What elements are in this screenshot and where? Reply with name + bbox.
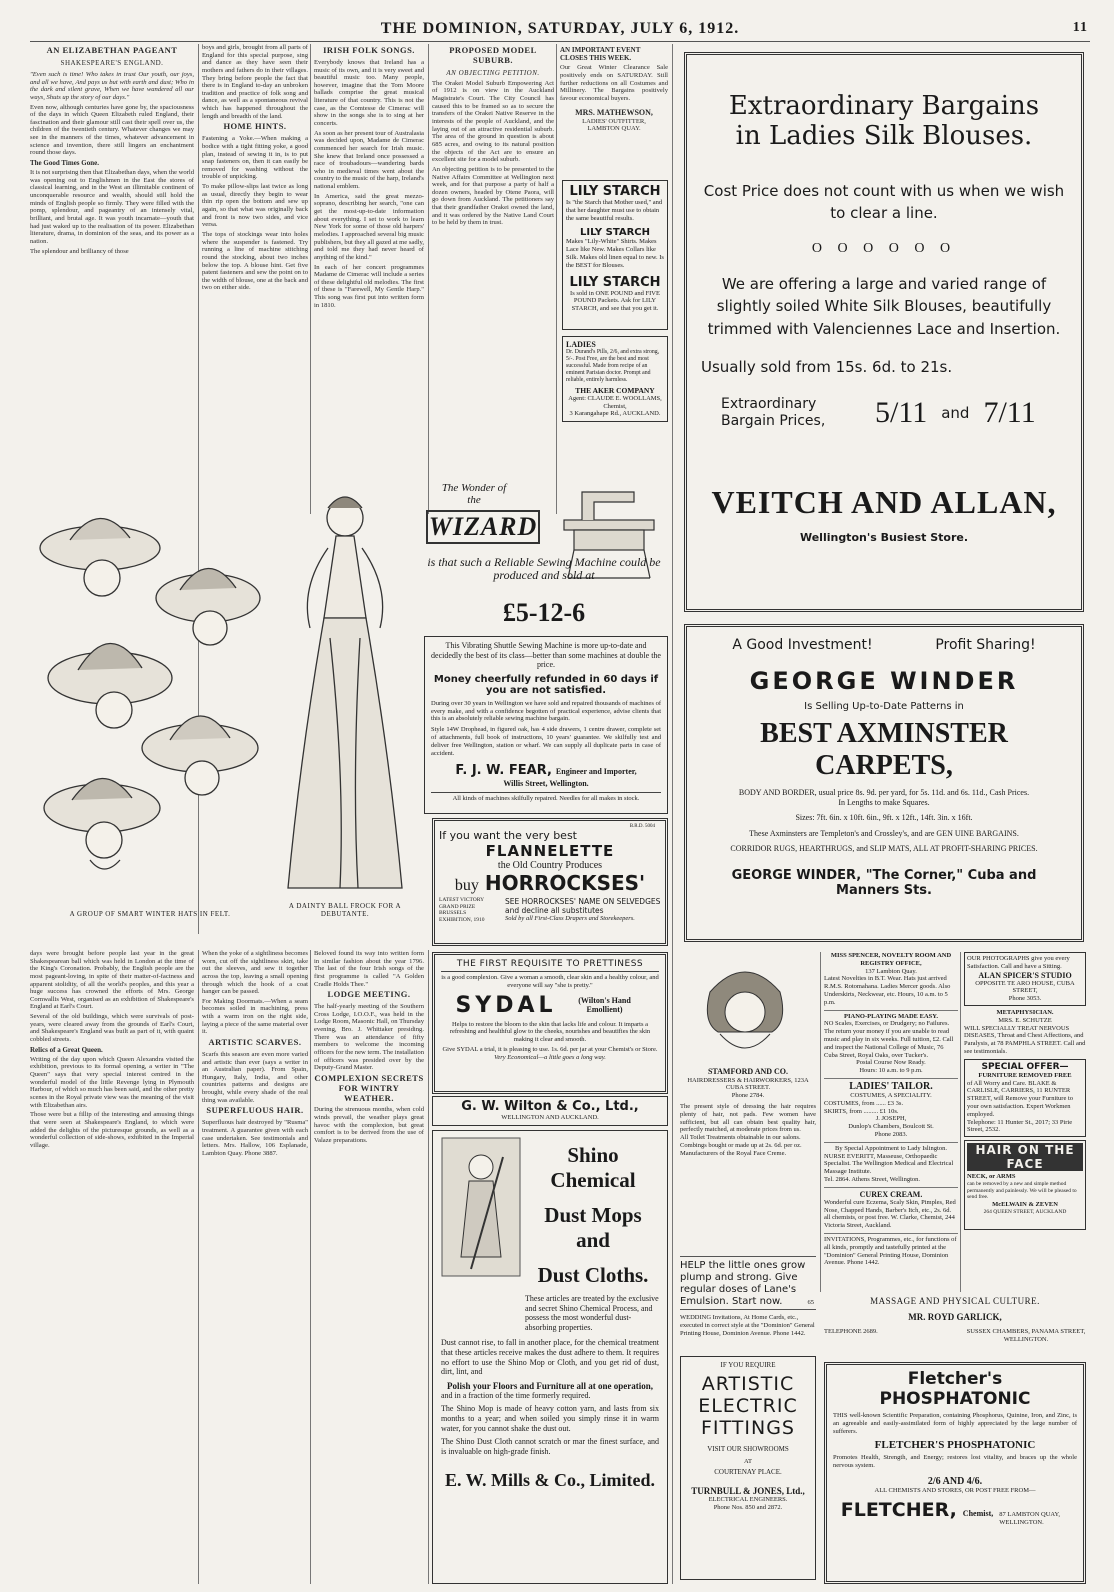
ad-heading: SPECIAL OFFER— [981,1061,1069,1072]
article-paragraph: "Even such is time! Who takes in trust Our youth, our joys, and all we have, And pays us but with earth and dust; Who in the dark and silent grave, When we have wandered all our ways, Shuts up the story of our days." [30,70,194,101]
ad-sizes: Sizes: 7ft. 6in. x 10ft. 6in., 9ft. x 12ft., 14ft. 3in. x 16ft. [795,813,973,823]
article-paragraph: The splendour and brilliancy of those [30,247,129,255]
ad-line: COSTUMES, from ...... £3 3s. [824,1099,904,1107]
ad-headline: Fletcher's PHOSPHATONIC [879,1369,1031,1409]
ad-phone: Phone Nos. 850 and 2872. [713,1503,783,1511]
ad-body: Wonderful cure Eczema, Scaly Skin, Pimples, Red Nose, Chapped Hands, Barber's Itch, etc., 2s. 6d. all chemists, or post free. W. Clarke, Chemist, 244 Victoria Street, Auckland. [824,1198,956,1230]
article-paragraph: Everybody knows that Ireland has a music of its own, and it is very sweet and beautiful music too. Many people, however, imagine that the Tom Moore ballads comprise the great musical literature of that country. This is not the case, as the Comtesse de Cimerac will show in the songs she is to sing at her concerts. [314,58,424,127]
ad-lily-starch [562,180,668,330]
ad-shino-dust-mops [432,1130,668,1584]
ad-phone: Phone 3053. [1008,995,1042,1003]
masthead [30,14,1090,42]
ad-body: We are offering a large and varied range of slightly soiled White Silk Blouses, beautifully trimmed with Valenciennes Lace and Insertion. [707,274,1061,338]
ad-george-winder [684,624,1084,942]
ad-brand: SYDAL [455,992,557,1018]
ad-sydal-footer [432,1096,668,1126]
ad-phone: Telephone: 11 Hunter St., 2017; 33 Pirie Street, 2532. [967,1118,1073,1134]
ad-fraction: and in a fraction of the time formerly required. [441,1390,591,1400]
ad-turnbull-jones [680,1356,816,1580]
ad-lead: Cost Price does not count with us when we wish to clear a line. [703,182,1065,222]
page-number: 11 [1072,20,1088,35]
ad-aker-company [562,336,668,422]
ad-chemists: ALL CHEMISTS AND STORES, OR POST FREE FROM— [874,1486,1036,1494]
ad-headline: in Ladies Silk Blouses. [735,121,1033,151]
illustration-caption: A DAINTY BALL FROCK FOR A DEBUTANTE. [288,902,402,918]
ad-heading: LILY STARCH [569,184,661,199]
ad-tagline: Wellington's Busiest Store. [799,531,969,544]
article-title: IRISH FOLK SONGS. [323,45,415,55]
ad-offer: Give SYDAL a trial, it is pleasing to use. 1s. 6d. per jar at your Chemist's or Store. [442,1045,658,1053]
article-paragraph: In each of her concert programmes Madame de Cimerac will include a series of these delightful old melodies. The first of these is "Farewell, My Gentle Harp." This song was first put into written form in 1810. [314,263,424,309]
ad-cloth: The Shino Dust Cloth cannot scratch or mar the finest surface, and is invaluable on high-grade finish. [441,1437,659,1456]
article-title: ARTISTIC SCARVES. [208,1037,302,1048]
hats-drawing [30,478,266,898]
ad-promo: Promotes Health, Strength, and Energy; restores lost vitality, and braces up the whole nervous system. [833,1454,1077,1470]
ad-address: WELLINGTON AND AUCKLAND. [501,1114,599,1121]
ad-heading: LADIES' TAILOR. [849,1080,933,1092]
ad-heading: LADIES [566,340,596,349]
ad-lead: If you want the very best [439,829,577,842]
ad-horrockses [432,818,668,946]
ad-slogan: A Good Investment! [732,637,873,653]
ad-style: Style 14W Drophead, in figured oak, has 4 side drawers, 1 centre drawer, complete set of attachments, full book of instructions, 10 years' guarantee. We skilfully test and deliver free Wellington, station or wharf. We can supply all duplicate parts in case of accident. [431,726,661,757]
ad-firm: J. JOSEPH, [875,1115,907,1123]
article-paragraph: For Making Doormats.—When a seam becomes soiled in machining, press with a warm iron on the right side, laying a piece of the same material over it. [202,997,308,1036]
ad-firm: MRS. MATHEWSON, [575,108,653,118]
ad-body: Our Great Winter Clearance Sale positively ends on SATURDAY. Still further reductions on all Costumes and Millinery. The Bargains positively favour economical buyers. [560,64,668,102]
ad-firm: MRS. E. SCHUTZE [998,1016,1052,1024]
article-model-suburb [432,44,554,474]
illustration-caption: A GROUP OF SMART WINTER HATS IN FELT. [69,910,231,918]
article-paragraph: When the yoke of a sightliness becomes worn, cut off the sightliness skirt, take out the sleeves, and sew it together across the top, leaving a small opening through which the hook of a coat hanger can be passed. [202,950,308,996]
ad-title: Dust Mops and [544,1203,642,1252]
article-paragraph: As soon as her present tour of Australasia was decided upon, Madame de Cimerac commenced her search for Irish music. She knew that Ireland once possessed a race of troubadours—wandering bards who in medieval times went about the country to the music of the harp, Ireland's national emblem. [314,129,424,191]
article-paragraph: Scarfs this season are even more varied and artistic than ever (says a writer in an Australian paper). From Spain, Hungary, Italy, India, and other countries patterns and designs are brought, while every shade of the real thing was available. [202,1050,308,1104]
article-paragraph: An objecting petition is to be presented to the Native Affairs Committee at Wellington next week, and for that purpose a party of half a dozen owners, headed by Otene Paora, will go down from Auckland. The petitioners say that their grandfather Orakei owned the land, and it was ordered by the Native Land Court to be held by them in trust. [432,165,554,227]
ad-body: Dr. Durand's Pills, 2/6, and extra strong, 5/-. Post Free, are the best and most successful. Made from recipe of an eminent Parisian doctor. Prompt and reliable, entirely harmless. [566,349,660,383]
article-paragraph: Writing of the day upon which Queen Alexandra visited the exhibition, previous to its formal opening, a writer in "The Queen" says that very special interest centred in the wonderful model of the little Revenge lying in Plymouth Harbour, of which so much has been said, and the other pretty scenes in the Royal private view was the meaning of the visit with Elizabethan airs. [30,1055,194,1109]
ad-address: 137 Lambton Quay. [865,967,917,975]
ad-rugs: CORRIDOR RUGS, HEARTHRUGS, and SLIP MATS, ALL AT PROFIT-SHARING PRICES. [730,844,1038,854]
ad-footer: GEORGE WINDER, "The Corner," Cuba and Manners Sts. [731,867,1037,898]
ad-brand: HORROCKSES' [484,871,646,895]
ad-headline: FITTINGS [700,1417,795,1440]
article-paragraph: The half-yearly meeting of the Southern Cross Lodge, I.O.O.F., was held in the Lodge Room, Masonic Hall, on Thursday evening, Bro. J. Whittaker presiding. There was an attendance of fifty members to welcome the incoming officers for the new term. The installation of officers was presided over by the Deputy-Grand Master. [314,1003,424,1072]
article-paragraph: In America, said the great mezzo-soprano, describing her search, "one can get the most-up-to-date information about everything. I set to work to learn New York for some of those old harpers' melodies. I approached several big music publishers, but they all gazed at me sadly, and told me they had never heard of anything of the kind." [314,192,424,261]
ad-intro: This Vibrating Shuttle Sewing Machine is more up-to-date and decidedly the best of its class—better than some machines at double the price. [431,641,661,670]
ad-prices-label: Extraordinary Bargain Prices, [721,396,826,429]
ad-body: INVITATIONS, Programmes, etc., for functions of all kinds, promptly and tastefully printed at the "Dominion" General Printing House, Dominion Avenue. Phone 1442. [824,1235,957,1267]
ad-phone: TELEPHONE 2689. [824,1328,878,1335]
ad-sub: NECK, or ARMS [967,1173,1016,1181]
ad-at: AT [744,1457,752,1465]
ad-see: SEE HORROCKSES' NAME ON SELVEDGES and decline all substitutes [505,897,661,915]
column-rule [198,950,199,1584]
article-paragraph: Superfluous hair destroyed by "Rusma" treatment. A guarantee given with each case undertaken. See testimonials and letters. Mrs. Hallow, 106 Esplanade, Lambton Quay. Phone 3887. [202,1119,308,1157]
ad-line: LADIES' OUTFITTER, [582,117,646,125]
ad-name: FLETCHER'S PHOSPHATONIC [874,1439,1036,1452]
ad-sold: Sold by all First-Class Drapers and Storekeepers. [505,915,635,922]
column-rule [672,44,673,1584]
ad-line: Manufacturers of the Royal Face Creme. [680,1149,787,1157]
ad-sub: the Old Country Produces [497,860,603,871]
ad-body: Latest Novelties in B.T. Wear. Hats just arrived R.M.S. Rotomahana. Ladies Mercer goods. Also Underskirts, Neckwear, etc. Hours, 10 a.m. to 5 p.m. [824,975,951,1006]
article-title: HOME HINTS. [223,121,287,132]
ad-lanes-emulsion [680,1256,816,1310]
ad-firm: STAMFORD AND CO. [707,1067,789,1076]
ad-price-1: 5/11 [875,396,928,429]
article-folk-and-home-hints [202,44,308,474]
ad-body: HELP the little ones grow plump and strong. Give regular doses of Lane's Emulsion. Start now. [680,1260,806,1307]
article-paragraph: Fastening a Yoke.—When making a bodice with a tight fitting yoke, a good plan, instead of sewing it in, is to put snap fasteners on, then it can easily be removed for washing without the trouble of unpicking. [202,135,308,181]
ad-line: Hours: 10 a.m. to 9 p.m. [859,1067,923,1075]
ad-body: NO Scales, Exercises, or Drudgery; no Failures. The return your money if you are unable to read music and play in six weeks. Full tuition, £2. Call and inspect the National College of Music, 76 Cuba Street, Royal Oaks, over Tucker's. [824,1020,954,1059]
ad-econ: Very Economical—a little goes a long way. [494,1053,606,1061]
ad-number: 65 [807,1299,814,1307]
article-paragraph: During the strenuous months, when cold winds prevail, the weather plays great havoc with the complexion, but great comfort is to be derived from the use of Valaze preparations. [314,1106,424,1144]
ad-heading: LILY STARCH [569,274,661,290]
ad-massage [824,1296,1086,1358]
ad-heading: THE FIRST REQUISITE TO PRETTINESS [441,959,659,972]
article-subheading: Relics of a Great Queen. [30,1045,103,1054]
ad-address: SUSSEX CHAMBERS, PANAMA STREET, WELLINGTON. [966,1328,1086,1343]
ad-body: WILL SPECIALLY TREAT NERVOUS DISEASES, Throat and Chest Affections, and Paralysis, at 78 PAMPHLA STREET. Call and see testimonials. [964,1024,1086,1055]
ad-firm: THE AKER COMPANY [575,385,655,395]
ad-code: B.R.D. 5004 [629,824,655,829]
article-subtitle: SHAKESPEARE'S ENGLAND. [60,58,164,67]
ad-lead: IF YOU REQUIRE [720,1361,776,1369]
ad-address: 87 LAMBTON QUAY, WELLINGTON. [999,1510,1060,1526]
column-rule [428,950,429,1584]
ad-detail: During over 30 years in Wellington we have sold and repaired thousands of machines of every make, and with a confidence begotten of practical experience, advise clients that this is an absolutely reliable sewing machine bargain. [431,699,661,723]
column-rule [820,952,821,1292]
ad-heading: CUREX CREAM. [859,1189,923,1199]
ad-line: Postal Course Now Ready. [856,1059,926,1067]
ad-sub: ELECTRICAL ENGINEERS. [708,1495,788,1503]
ad-lead: OUR PHOTOGRAPHS give you every Satisfaction. Call and have a Sitting. [967,955,1070,970]
ad-firm: GEORGE WINDER [749,667,1019,695]
ad-firm: TURNBULL & JONES, Ltd., [691,1485,805,1496]
ad-firm: E. W. Mills & Co., Limited. [444,1470,655,1491]
ad-line: Combings bought or made up at 2s. 6d. per oz. [680,1141,802,1149]
ad-brand: WIZARD [426,510,540,544]
ad-product: FLANNELETTE [485,842,615,860]
article-title: PROPOSED MODEL SUBURB. [449,45,537,65]
ad-fletcher-phosphatonic [824,1362,1086,1584]
ad-heading: MASSAGE AND PHYSICAL CULTURE. [870,1296,1040,1306]
ad-slogan: Profit Sharing! [935,637,1036,653]
ad-wedding-invitations [680,1314,816,1350]
ad-heading: MISS SPENCER, NOVELTY ROOM AND REGISTRY OFFICE, [830,952,952,967]
ad-and: and [941,404,970,422]
article-paragraph: The Orakei Model Suburb Empowering Act of 1912 is on view in the Auckland Magistrate's Court. The City Council has caused this to be framed so as to secure the transfers of the Orakei Native Reserve in the interests of the people of Auckland, and the laying out of an attractive residential suburb. The area of the ground in question is about 685 acres, and owing to its natural position the objects of the Act are to ensure an excellent site for a model suburb. [432,79,554,164]
ad-price: BODY AND BORDER, usual price 8s. 9d. per yard, for 5s. 11d. and 6s. 11d., Cash Prices. [738,788,1030,797]
article-paragraph: Beloved found its way into written form in similar fashion about the year 1796. The last of the four Irish songs of the first programme is called "A Golden Cradle Holds Thee." [314,950,424,988]
ad-visit: VISIT OUR SHOWROOMS [707,1445,789,1454]
ad-intro: These articles are treated by the exclusive and secret Shino Chemical Process, and possess the most wonderful dust-absorbing properties. [525,1294,659,1332]
article-paragraph: Several of the old buildings, which were survivals of post-years, were cleared away from the grounds of Earl's Court, and Shakespeare's England was built as part of it, with quaint cobbled streets. [30,1013,194,1044]
ad-address: Dunlop's Chambers, Boulcott St. [848,1123,934,1131]
ad-phone: Phone 2784. [731,1092,765,1100]
ad-body: can be removed by a new and simple method permanently and painlessly. We will be pleased to send free. [967,1180,1077,1201]
column-rule [556,44,557,514]
ad-body: Is "the Starch that Mother used," and that her daughter must use to obtain the same beautiful results. [566,199,663,222]
hair-portrait [680,952,810,1062]
ad-paren: (Wilton's Hand Emollient) [578,995,631,1015]
ad-address: 264 QUEEN STREET, AUCKLAND [983,1208,1067,1215]
column-rule [960,952,961,1292]
ad-body: is that such a Reliable Sewing Machine could be produced and sold at [427,555,661,583]
ad-heading: HAIR ON THE FACE [967,1143,1083,1171]
article-title: AN ELIZABETHAN PAGEANT [46,45,178,55]
ad-body: Is sold in ONE POUND and FIVE POUND Packets. Ask for LILY STARCH, and see that you get it. [570,289,660,313]
ad-body: THIS well-known Scientific Preparation, containing Phosphorus, Quinine, Iron, and Zinc, is an agreeable and easily-assimilated form of highly appreciated by the large number of sufferers. [833,1412,1077,1435]
article-title: LODGE MEETING. [327,989,411,1000]
ad-role: Chemist, [962,1508,994,1518]
ad-address: OPPOSITE TE ARO HOUSE, CUBA STREET, [975,979,1075,995]
ad-firm: F. J. W. FEAR, [455,763,552,779]
ad-buy: buy [454,877,479,894]
ad-note: These Axminsters are Templeton's and Crossley's, and are GEN UINE BARGAINS. [749,828,1019,838]
ad-heading: LILY STARCH [579,227,651,239]
article-paragraph: Those were but a fillip of the interesting and amusing things that were seen at Shakespeare's England, to which were added the delights of the picturesque grounds, as well as a wonderful collection of side-shows, exhibited in the Imperial village. [30,1111,194,1149]
illustration-ball-frock [270,478,420,918]
ad-polish: Polish your Floors and Furniture all at one operation, [447,1380,653,1391]
ad-silk-blouses [684,52,1084,612]
ad-phone: Phone 2083. [874,1130,908,1138]
ad-price: £5-12-6 [502,598,586,627]
ad-line: All Toilet Treatments obtainable in our salons. [680,1134,801,1142]
article-irish-folk-songs [314,44,424,444]
ad-firm: VEITCH AND ALLAN, [711,484,1057,520]
ad-address: Willis Street, Wellington. [503,779,589,789]
ad-body: Helps to restore the bloom to the skin that lacks life and colour. It imparts a refreshing and healthful glow to the cheeks, nourishes and beautifies the skin making it clear and smooth. [449,1020,651,1044]
article-title: SUPERFLUOUS HAIR. [206,1105,304,1116]
ad-firm: MR. ROYD GARLICK, [908,1312,1002,1322]
ad-sub: Is Selling Up-to-Date Patterns in [804,701,964,712]
ad-body: Dust cannot rise, to fall in another place, for the chemical treatment that these articles receive makes the dust adhere to them. It requires no effort to use the Shino Mop or Cloth, and you get rid of dust, dirt, lint, and [441,1338,659,1377]
article-paragraph: It is not surprising then that Elizabethan days, when the world was opening out to Englishmen in the East the stores of classical learning, and in the West an illimitable continent of unconquerable resource and wealth, should still hold the minds of English people so firmly. They were filled with the pomp, splendour, and pageantry of an intensely vital, brilliant, and brutal age. It was youth incarnate—youth that had just waked up to the realisation of its power. Elizabethan literature, drama, in dominion of the seas, and its power as a nation. [30,169,194,245]
ad-headline: Extraordinary Bargains [728,91,1040,121]
column-rule [428,44,429,514]
ad-lengths: In Lengths to make Squares. [838,797,930,807]
article-paragraph: Even now, although centuries have gone by, the spaciousness of the days in which Queen Elizabeth ruled England, their fascination and their glamour still cast their spell over us, the children of the twentieth century. Whatever changes we may see in the manners of the times, whatever advancement in science and invention, there still lingers an enchantment round those days. [30,103,194,157]
ad-line: Agent: CLAUDE E. WOOLLAMS, Chemist, [568,394,662,410]
ad-heading: PIANO-PLAYING MADE EASY. [844,1012,938,1020]
ad-headline: ARTISTIC [701,1373,795,1396]
ad-price: 2/6 AND 4/6. [927,1475,983,1487]
illustration-winter-hats [30,478,266,918]
ad-line: SKIRTS, from ......... £1 10s. [824,1107,899,1115]
ad-sub: COSTUMES, A SPECIALITY. [850,1091,932,1099]
ad-address: LAMBTON QUAY. [587,125,641,133]
ad-headline: ELECTRIC [698,1395,798,1418]
ad-title: Dust Cloths. [537,1263,649,1287]
ad-footer: All kinds of machines skilfully repaired. Needles for all makes in stock. [431,792,661,803]
article-elizabethan-pageant [30,44,194,464]
article-lodge-complexion [314,950,424,1584]
ad-wizard-header [424,476,668,636]
ad-important-event [560,44,668,180]
ad-firm: FLETCHER, [840,1498,957,1521]
ad-separator: O O O O O O [811,240,957,256]
frock-drawing [270,478,420,898]
ad-stamford [680,952,816,1252]
article-paragraph: boys and girls, brought from all parts of England for this special purpose, sing and dance as they have seen their mothers and fathers do in their villages. They bring before people the fact that there is in England to-day an unbroken tradition and practice of folk song and dance, as well as a spontaneous revival which has happened throughout the length and breadth of the land. [202,44,308,120]
mop-illustration [441,1137,521,1277]
article-subtitle: AN OBJECTING PETITION. [446,68,540,77]
ad-body: Makes "Lily-White" Shirts. Makes Lace like New. Makes Collars like Silk. Makes old linen equal to new. Is the BEST for Blouses. [566,238,664,269]
ad-body: NURSE EVERITT, Masseuse, Orthopaedic Specialist. The Wellington Medical and Electrical Massage Institute. [824,1152,954,1176]
article-paragraph: days were brought before people last year in the great Shakespearean ball which was held in London at the time of the King's Coronation. Probably, the English people are the most pageant-loving, in spite of their matter-of-factness and apparent stolidity, of all the world's peoples, and this year a huge success has crowned the efforts of Mrs. George Cornwallis West, organised as an exhibition of Shakespeare's England at Earl's Court. [30,950,194,1011]
article-subheading: The Good Times Gone. [30,159,99,168]
ad-firm: ALAN SPICER'S STUDIO [978,970,1072,980]
ad-lead: is a good complexion. Give a woman a smooth, clear skin and a healthy colour, and everyone will say "she is pretty." [441,974,659,989]
ad-usual-price: Usually sold from 15s. 6d. to 21s. [701,358,953,376]
ad-heading: AN IMPORTANT EVENT CLOSES THIS WEEK. [560,46,641,63]
ad-line: HAIRDRESSERS & HAIRWORKERS, 123A CUBA STREET. [687,1076,809,1092]
small-ads-right [964,952,1086,1292]
article-paragraph: To make pillow-slips last twice as long as usual, directly they begin to wear thin rip open the bottom and sew up again, so that what was originally back and front is now two sides, and vice versa. [202,183,308,229]
ad-headline: BEST AXMINSTER CARPETS, [760,718,1008,781]
ad-title: Shino Chemical [550,1143,636,1192]
ad-place: COURTENAY PLACE. [714,1467,782,1476]
article-scarves-hair [202,950,308,1584]
article-paragraph: The tops of stockings wear into holes where the suspender is fastened. Try running a line of machine stitching round the stocking, about two inches below the top. A blouse hint. Get five patent fasteners and sew the point on to the width of blouse, one at the back and two on either side. [202,230,308,292]
ad-address: 3 Karangahape Rd., AUCKLAND. [569,410,661,418]
ad-line: By Special Appointment to Lady Islington. [835,1144,947,1152]
ad-role: Engineer and Importer, [555,767,637,777]
ad-address: Tel. 2864. Athens Street, Wellington. [824,1175,921,1183]
ad-body: The present style of dressing the hair requires plenty of hair, not pads. Few women have sufficient, but all can obtain best quality hair, perfectly matched, at moderate prices from us. [680,1102,816,1134]
ad-firm: G. W. Wilton & Co., Ltd., [461,1099,639,1114]
column-rule [310,950,311,1584]
ad-sydal [432,952,668,1094]
column-rule [310,44,311,514]
ad-firm: McELWAIN & ZEVEN [992,1200,1058,1208]
ad-body: of All Worry and Care. BLAKE & CARLISLE, CARRIERS, 11 RUNTER STREET, will Remove your Furniture to your own satisfaction. Expert Workmen employed. [967,1079,1074,1118]
ad-guarantee: Money cheerfully refunded in 60 days if you are not satisfied. [433,673,659,696]
masthead-title: THE DOMINION, SATURDAY, JULY 6, 1912. [380,20,740,37]
ad-sub: FURNITURE REMOVED FREE [978,1071,1072,1079]
ad-body: WEDDING Invitations, At Home Cards, etc., executed in correct style at the "Dominion" General Printing House, Dominion Avenue. Phone 1442. [680,1314,815,1337]
ad-wizard-body [424,636,668,814]
ad-mop: The Shino Mop is made of heavy cotton yarn, and lasts from six months to a year; and when soiled you simply rinse it in warm water, for you cannot shake the dust out. [441,1404,659,1433]
ad-award: LATEST VICTORY GRAND PRIZE BRUSSELS EXHIBITION, 1910 [439,897,485,923]
article-title: COMPLEXION SECRETS FOR WINTRY WEATHER. [314,1072,424,1103]
ad-price-2: 7/11 [983,396,1036,429]
small-ads-middle [824,952,958,1292]
ad-heading: METAPHYSICIAN. [996,1008,1054,1016]
article-pageant-continued [30,950,194,1584]
ad-tagline: The Wonder of the [441,482,507,506]
